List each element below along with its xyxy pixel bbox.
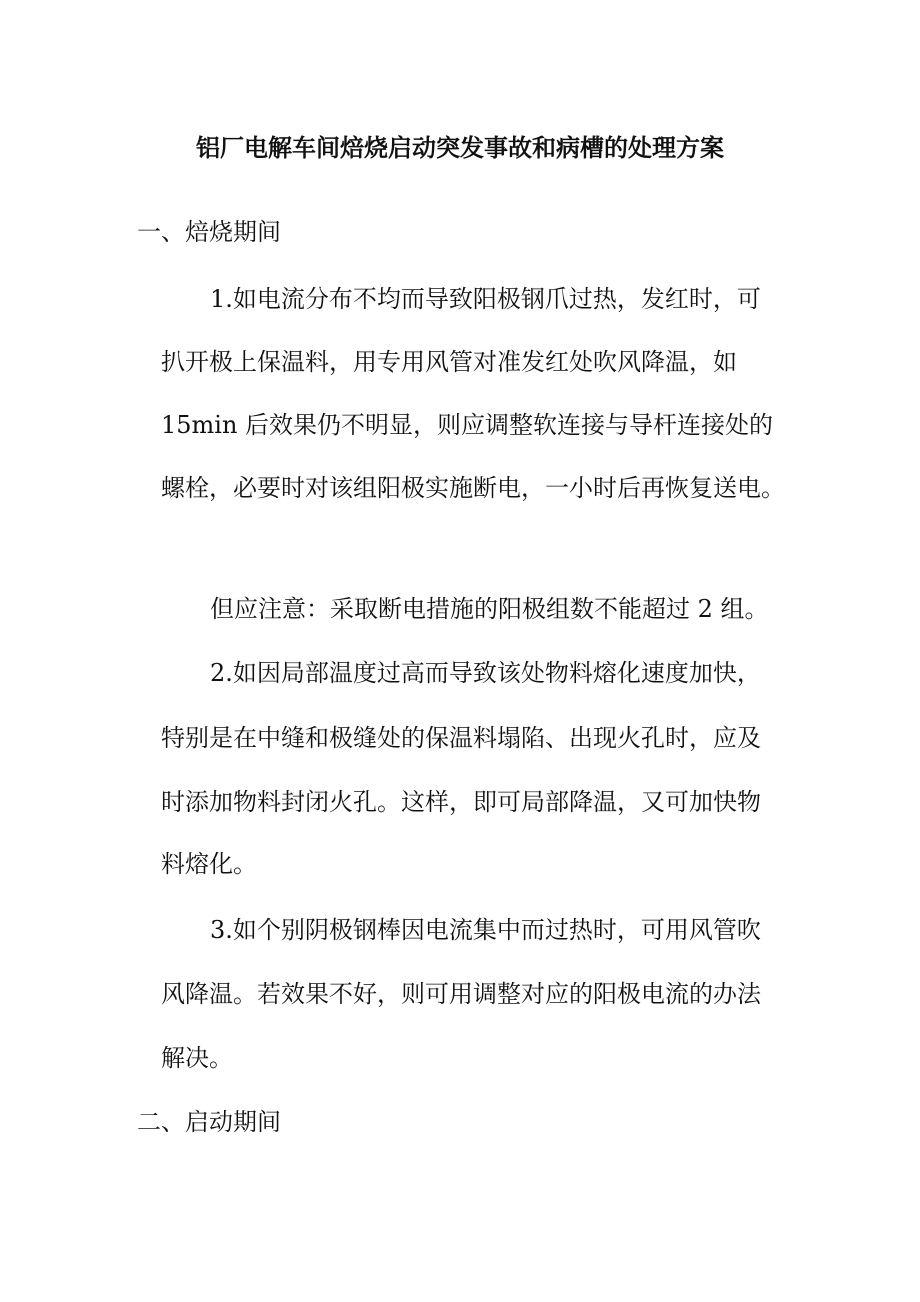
item3-line-2: 风降温。若效果不好，则可用调整对应的阳极电流的办法 <box>161 980 761 1008</box>
item2-line-3: 时添加物料封闭火孔。这样，即可局部降温，又可加快物 <box>161 788 761 816</box>
item1-line-3: 15min 后效果仍不明显，则应调整软连接与导杆连接处的 <box>161 411 774 439</box>
item2-line-1: 2.如因局部温度过高而导致该处物料熔化速度加快， <box>210 659 761 687</box>
document-title: 铝厂电解车间焙烧启动突发事故和病槽的处理方案 <box>196 133 724 162</box>
item3-line-3: 解决。 <box>161 1044 233 1072</box>
section-heading-startup: 二、启动期间 <box>137 1108 281 1136</box>
item1-note: 但应注意：采取断电措施的阳极组数不能超过 2 组。 <box>210 595 769 623</box>
item2-line-2: 特别是在中缝和极缝处的保温料塌陷、出现火孔时，应及 <box>161 724 761 752</box>
item1-line-1: 1.如电流分布不均而导致阳极钢爪过热，发红时，可 <box>210 285 761 313</box>
item3-line-1: 3.如个别阴极钢棒因电流集中而过热时，可用风管吹 <box>210 916 761 944</box>
item1-line-4: 螺栓，必要时对该组阳极实施断电，一小时后再恢复送电。 <box>161 474 785 502</box>
item1-line-2: 扒开极上保温料，用专用风管对准发红处吹风降温，如 <box>161 348 737 376</box>
section-heading-baking: 一、焙烧期间 <box>137 218 281 246</box>
item2-line-4: 料熔化。 <box>161 850 257 878</box>
